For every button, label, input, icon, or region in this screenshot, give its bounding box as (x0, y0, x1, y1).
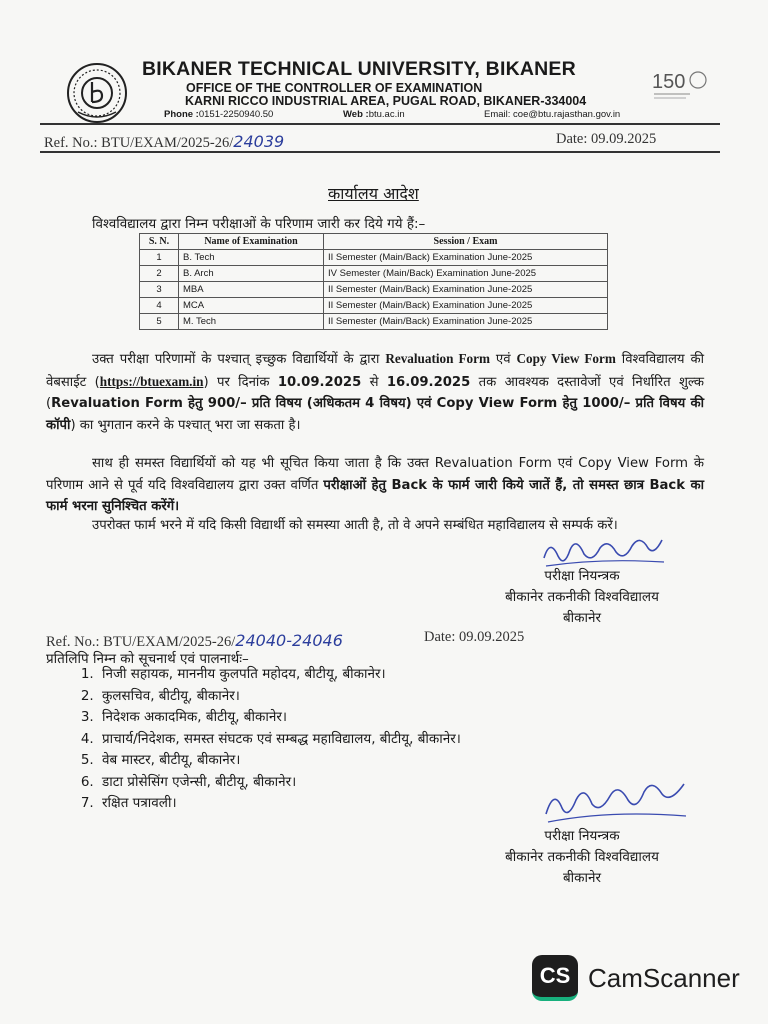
cell-session: II Semester (Main/Back) Examination June-2025 (324, 298, 608, 314)
header-session: Session / Exam (324, 234, 608, 250)
cell-sn: 1 (140, 250, 179, 266)
para-text: ) का भुगतान करने के पश्चात् भरा जा सकता है। (70, 417, 301, 433)
email-address: coe@btu.rajasthan.gov.in (513, 109, 621, 120)
back-form-notice: परीक्षाओं हेतु Back के फार्म जारी किये जातें हैं, तो समस्त छात्र Back का फार्म भरना सुनिश्चित करेंगें। (46, 477, 704, 514)
para-text: साथ ही समस्त विद्यार्थियों को यह भी सूचित किया जाता है कि उक्त Revaluation Form एवं Copy View Form के परिणाम आने से पूर्व यदि विश्वविद्यालय द्वारा उक्त वर्णित (46, 456, 704, 493)
table-row (140, 298, 608, 314)
order-title: कार्यालय आदेश (328, 184, 419, 203)
signatory-university: बीकानेर तकनीकी विश्वविद्यालय (505, 589, 659, 605)
header-sn: S. N. (140, 234, 179, 250)
controller-signature-copy (540, 770, 690, 826)
table-row (140, 314, 608, 330)
revaluation-form-term: Revaluation Form (385, 351, 490, 366)
signature-block (462, 566, 702, 629)
university-logo (66, 62, 128, 124)
start-date: 10.09.2025 (277, 374, 362, 390)
office-address: KARNI RICCO INDUSTRIAL AREA, PUGAL ROAD, BIKANER-334004 (185, 94, 587, 108)
table-header-row (140, 234, 608, 250)
list-item: 7. रक्षित पत्रावली। (98, 793, 461, 815)
order-intro: विश्वविद्यालय द्वारा निम्न परीक्षाओं के परिणाम जारी कर दिये गये हैं:– (92, 216, 426, 232)
handwritten-dispatch-number: 24039 (233, 132, 285, 151)
back-form-paragraph (46, 453, 704, 518)
cell-exam-name: B. Arch (179, 266, 324, 282)
university-name: BIKANER TECHNICAL UNIVERSITY, BIKANER (142, 58, 576, 80)
copy-reference-number (46, 631, 343, 651)
handwritten-dispatch-range: 24040-24046 (235, 631, 343, 650)
cell-exam-name: MBA (179, 282, 324, 298)
cell-session: II Semester (Main/Back) Examination June-2025 (324, 282, 608, 298)
table-row (140, 282, 608, 298)
revaluation-paragraph (46, 348, 704, 436)
cell-sn: 3 (140, 282, 179, 298)
email-label: Email: (484, 109, 514, 120)
cell-exam-name: B. Tech (179, 250, 324, 266)
copy-to-heading: प्रतिलिपि निम्न को सूचनार्थ एवं पालनार्थः– (46, 651, 249, 667)
office-name: OFFICE OF THE CONTROLLER OF EXAMINATION (186, 81, 483, 95)
reference-label: Ref. No.: BTU/EXAM/2025-26/ (46, 634, 236, 650)
list-item: 4. प्राचार्य/निदेशक, समस्त संघटक एवं सम्बद्ध महाविद्यालय, बीटीयू, बीकानेर। (98, 729, 461, 751)
para-text: तक आवश्यक दस्तावेजों एवं निर्धारित शुल्क ( (46, 374, 704, 411)
list-item: 5. वेब मास्टर, बीटीयू, बीकानेर। (98, 750, 461, 772)
list-item: 3. निदेशक अकादमिक, बीटीयू, बीकानेर। (98, 707, 461, 729)
signatory-university: बीकानेर तकनीकी विश्वविद्यालय (505, 849, 659, 865)
signatory-designation: परीक्षा नियन्त्रक (544, 568, 620, 584)
reference-label: Ref. No.: BTU/EXAM/2025-26/ (44, 135, 234, 151)
para-text: से (361, 374, 387, 390)
order-date: Date: 09.09.2025 (556, 131, 657, 147)
cell-session: II Semester (Main/Back) Examination June-2025 (324, 250, 608, 266)
phone-number: 0151-2250940.50 (198, 109, 274, 120)
copy-view-form-term: Copy View Form (516, 351, 616, 366)
signatory-city: बीकानेर (562, 610, 602, 626)
reference-number (44, 132, 284, 152)
signatory-city: बीकानेर (562, 870, 602, 886)
cell-sn: 5 (140, 314, 179, 330)
fee-details: Revaluation Form हेतु 900/– प्रति विषय (अधिकतम 4 विषय) एवं Copy View Form हेतु 1000/– प्रति विषय की कॉपी (46, 396, 704, 433)
para-text: एवं (489, 352, 517, 367)
cell-sn: 4 (140, 298, 179, 314)
results-table (139, 233, 608, 330)
anniversary-emblem (650, 66, 712, 102)
cell-session: IV Semester (Main/Back) Examination June-2025 (324, 266, 608, 282)
web-line (343, 109, 405, 120)
anniversary-number: 150 (652, 71, 686, 93)
signatory-designation: परीक्षा नियन्त्रक (544, 828, 620, 844)
header-divider (40, 123, 720, 125)
header-exam-name: Name of Examination (179, 234, 324, 250)
list-item: 6. डाटा प्रोसेसिंग एजेन्सी, बीटीयू, बीकानेर। (98, 772, 461, 794)
exam-website-link[interactable]: https://btuexam.in (99, 373, 204, 389)
phone-label: Phone : (164, 109, 199, 120)
camscanner-logo-icon: CS (532, 955, 578, 1001)
phone-line (164, 109, 273, 120)
end-date: 16.09.2025 (386, 374, 471, 390)
table-row (140, 250, 608, 266)
contact-paragraph: उपरोक्त फार्म भरने में यदि किसी विद्यार्थी को समस्या आती है, तो वे अपने सम्बंधित महाविद्यालय से सम्पर्क करें। (92, 518, 618, 533)
email-line (484, 109, 620, 120)
cell-exam-name: M. Tech (179, 314, 324, 330)
cell-exam-name: MCA (179, 298, 324, 314)
signature-block-copy (462, 826, 702, 889)
table-row (140, 266, 608, 282)
para-text: विश्वविद्यालय की वेबसाईट ( (46, 352, 704, 390)
reference-divider (40, 151, 720, 153)
list-item: 1. निजी सहायक, माननीय कुलपति महोदय, बीटीयू, बीकानेर। (98, 664, 461, 686)
camscanner-brand: CamScanner (588, 962, 740, 993)
web-address: btu.ac.in (368, 109, 405, 120)
copy-date: Date: 09.09.2025 (424, 629, 525, 645)
web-label: Web : (343, 109, 369, 120)
camscanner-watermark (532, 955, 740, 1001)
cell-sn: 2 (140, 266, 179, 282)
para-text: उक्त परीक्षा परिणामों के पश्चात् इच्छुक विद्यार्थियों के द्वारा (92, 352, 386, 367)
list-item: 2. कुलसचिव, बीटीयू, बीकानेर। (98, 686, 461, 708)
copy-recipient-list (46, 664, 461, 815)
para-text: ) पर दिनांक (203, 374, 278, 390)
cell-session: II Semester (Main/Back) Examination June-2025 (324, 314, 608, 330)
